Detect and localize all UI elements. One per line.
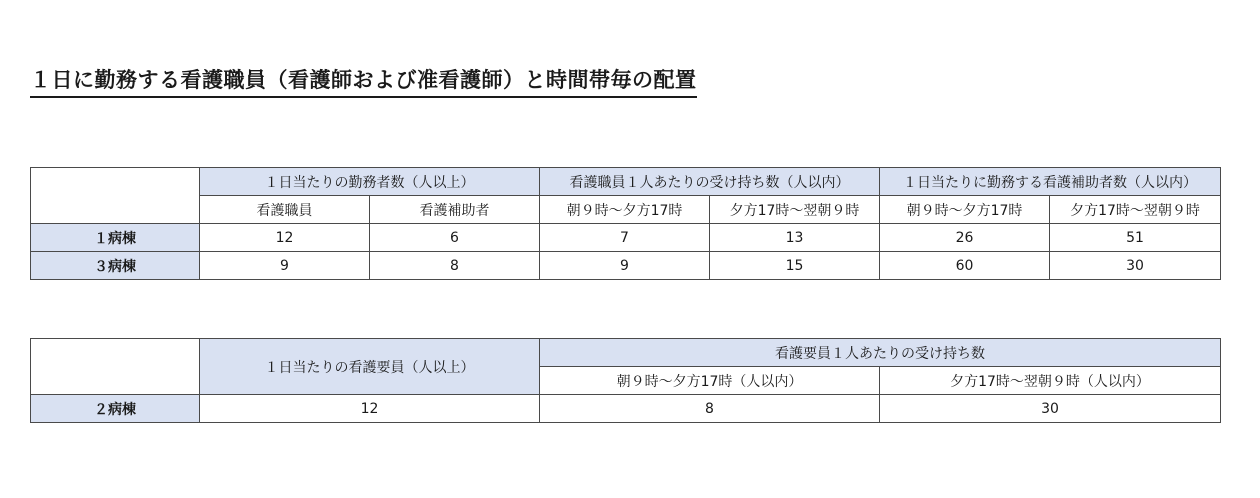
row-label-ward: ３病棟 <box>31 252 200 280</box>
table-cell: 51 <box>1050 224 1221 252</box>
table-cell: 7 <box>540 224 710 252</box>
row-label-ward: １病棟 <box>31 224 200 252</box>
table-cell: 8 <box>370 252 540 280</box>
table-cell: 13 <box>710 224 880 252</box>
corner-cell <box>31 339 200 395</box>
subheader-cell: 夕方17時～翌朝９時 <box>710 196 880 224</box>
table-subheader-row <box>31 196 1221 224</box>
table-cell: 30 <box>880 395 1221 423</box>
table-cell: 30 <box>1050 252 1221 280</box>
subheader-cell: 看護補助者 <box>370 196 540 224</box>
subheader-cell: 朝９時～夕方17時（人以内） <box>540 367 880 395</box>
table-cell: 15 <box>710 252 880 280</box>
table-cell: 9 <box>540 252 710 280</box>
row-label-ward: ２病棟 <box>31 395 200 423</box>
table-header-row <box>31 339 1221 367</box>
group-header-assistant-count: １日当たりに勤務する看護補助者数（人以内） <box>880 168 1221 196</box>
table-cell: 9 <box>200 252 370 280</box>
table-row <box>31 252 1221 280</box>
group-header-patients-per-nurse: 看護職員１人あたりの受け持ち数（人以内） <box>540 168 880 196</box>
table-row <box>31 395 1221 423</box>
subheader-cell: 看護職員 <box>200 196 370 224</box>
table-cell: 6 <box>370 224 540 252</box>
corner-cell <box>31 168 200 224</box>
subheader-cell: 夕方17時～翌朝９時（人以内） <box>880 367 1221 395</box>
subheader-cell: 朝９時～夕方17時 <box>880 196 1050 224</box>
table-cell: 12 <box>200 224 370 252</box>
table-cell: 26 <box>880 224 1050 252</box>
group-header-patients-per-staff: 看護要員１人あたりの受け持ち数 <box>540 339 1221 367</box>
table-row <box>31 224 1221 252</box>
subheader-cell: 夕方17時～翌朝９時 <box>1050 196 1221 224</box>
table-cell: 8 <box>540 395 880 423</box>
staffing-table-ward-2 <box>30 338 1221 423</box>
subheader-cell: 朝９時～夕方17時 <box>540 196 710 224</box>
page-title: １日に勤務する看護職員（看護師および准看護師）と時間帯毎の配置 <box>30 67 697 98</box>
group-header-staff-count: １日当たりの勤務者数（人以上） <box>200 168 540 196</box>
table-header-row <box>31 168 1221 196</box>
table-cell: 60 <box>880 252 1050 280</box>
group-header-staff-per-day: １日当たりの看護要員（人以上） <box>200 339 540 395</box>
staffing-table-wards-1-3 <box>30 167 1221 280</box>
table-cell: 12 <box>200 395 540 423</box>
